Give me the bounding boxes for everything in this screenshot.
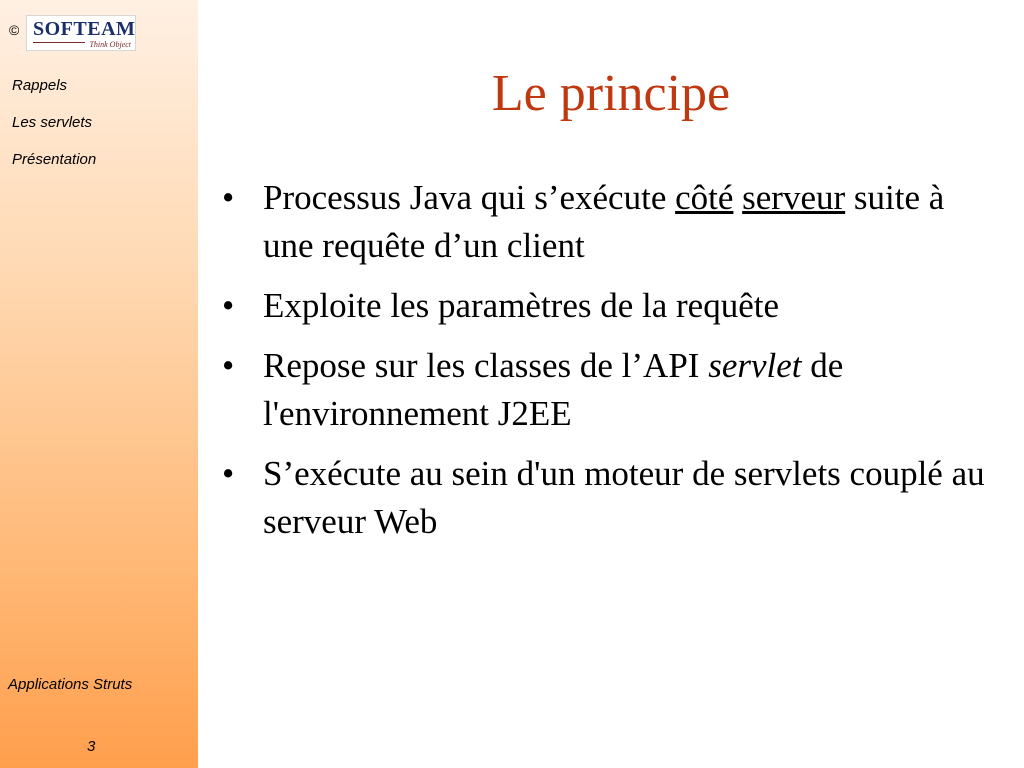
page-number: 3 bbox=[87, 738, 96, 755]
bullet-list bbox=[222, 174, 1002, 558]
bullet-text: suite à une requête d’un client bbox=[263, 178, 945, 265]
bullet-text: de l'environnement J2EE bbox=[263, 346, 844, 433]
logo-name: SOFTEAM bbox=[33, 18, 136, 40]
bullet-dot: • bbox=[222, 454, 235, 493]
italic-text: servlet bbox=[708, 346, 802, 385]
bullet-text bbox=[733, 178, 742, 217]
bullet-dot: • bbox=[222, 286, 235, 325]
logo-box bbox=[26, 15, 136, 51]
logo-divider bbox=[33, 42, 85, 43]
bullet-text: Processus Java qui s’exécute bbox=[263, 178, 676, 217]
bullet-text: Exploite les paramètres de la requête bbox=[263, 286, 780, 325]
bullet-item bbox=[222, 282, 1002, 330]
bullet-item bbox=[222, 342, 1002, 438]
underlined-text: côté bbox=[675, 178, 734, 217]
bullet-text: S’exécute au sein d'un moteur de servlets couplé au serveur Web bbox=[263, 454, 985, 541]
bullet-text: Repose sur les classes de l’API bbox=[263, 346, 709, 385]
company-logo bbox=[9, 15, 137, 51]
sidebar bbox=[0, 0, 198, 768]
underlined-text: serveur bbox=[742, 178, 846, 217]
logo-tagline: Think Object bbox=[89, 40, 131, 49]
bullet-dot: • bbox=[222, 178, 235, 217]
slide-title: Le principe bbox=[491, 65, 731, 122]
copyright-symbol: © bbox=[9, 22, 20, 38]
bullet-item bbox=[222, 174, 1002, 270]
nav-item-presentation[interactable]: Présentation bbox=[12, 151, 97, 168]
section-nav bbox=[12, 76, 96, 187]
bullet-dot: • bbox=[222, 346, 235, 385]
nav-item-les-servlets[interactable]: Les servlets bbox=[12, 114, 93, 131]
bullet-item bbox=[222, 450, 1002, 546]
nav-item-rappels[interactable]: Rappels bbox=[12, 77, 68, 94]
footer-title: Applications Struts bbox=[8, 676, 133, 693]
